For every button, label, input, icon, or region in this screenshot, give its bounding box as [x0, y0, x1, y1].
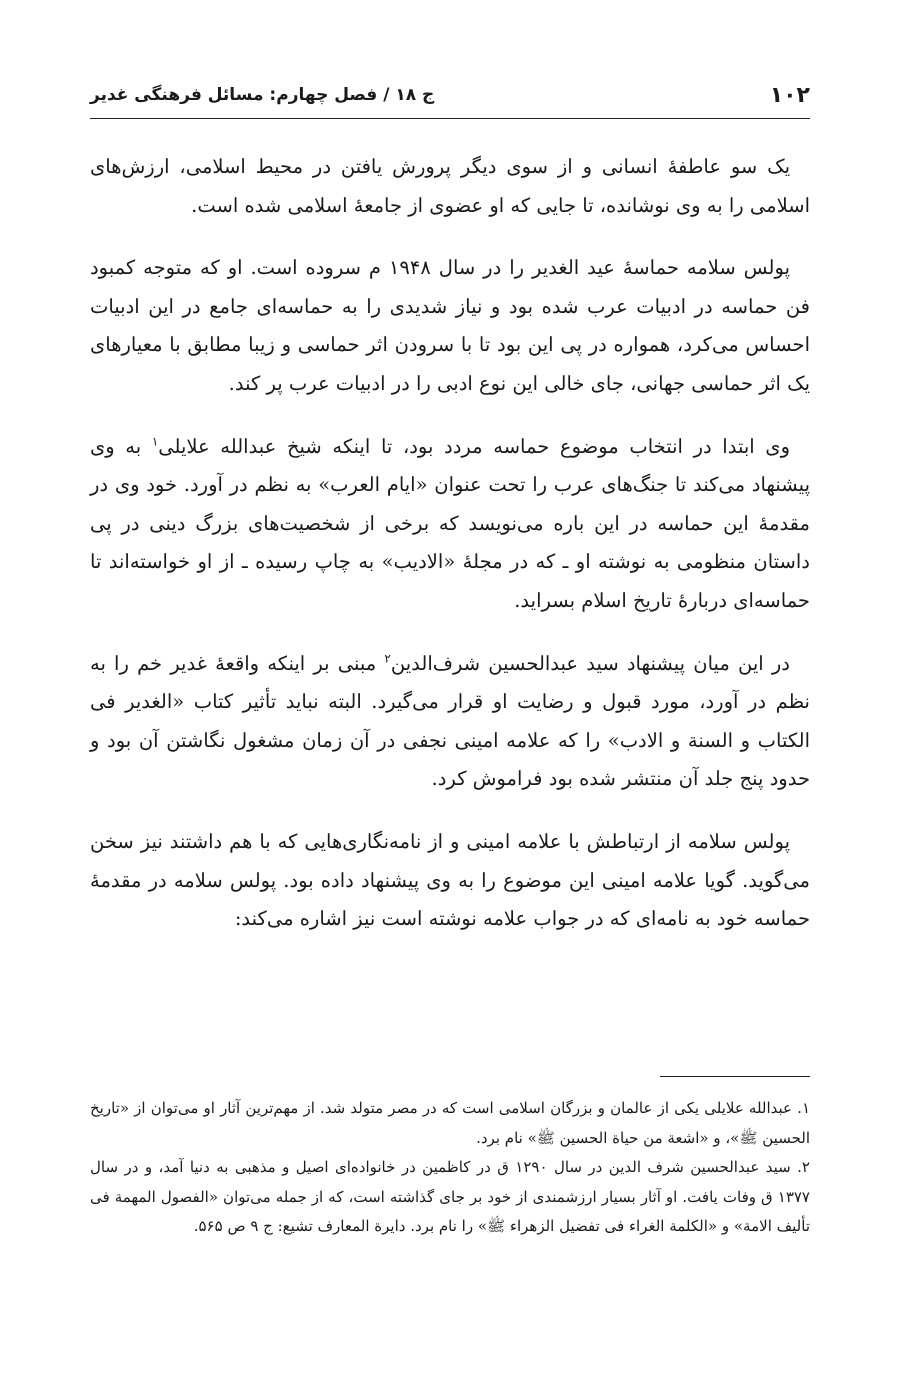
page-number: ۱۰۲ — [769, 82, 810, 108]
header-rule — [90, 118, 810, 119]
book-page — [90, 60, 810, 1350]
footnote: ۲. سید عبدالحسین شرف الدین در سال ۱۲۹۰ ق در کاظمین در خانواده‌ای اصیل و مذهبی به دنیا آمد، و در سال ۱۳۷۷ ق وفات یافت. او آثار بسیار ارزشمندی از خود بر جای گذاشته است، که از جمله می‌توان «الفصول المهمة فی تألیف الامة» و «الکلمة الغراء فی تفضیل الزهراء ﷺ» را نام برد. دایرة المعارف تشیع: ج ۹ ص ۵۶۵. — [90, 1158, 810, 1235]
footnotes — [90, 1094, 810, 1242]
footnote-rule — [660, 1076, 810, 1077]
paragraph-text: مبنی بر اینکه واقعهٔ غدیر خم را به نظم در آورد، مورد قبول و رضایت او قرار می‌گیرد. البته نباید تأثیر کتاب «الغدیر فی الکتاب و السنة و الادب» را که علامه امینی نجفی در آن زمان مشغول نگاشتن آن بود و حدود پنج جلد آن منتشر شده بود فراموش کرد. — [90, 651, 810, 791]
paragraph — [90, 645, 810, 799]
running-header — [90, 78, 810, 112]
footnote-marker: ۲ — [384, 651, 391, 666]
paragraph — [90, 428, 810, 621]
paragraph-text: در این میان پیشنهاد سید عبدالحسین شرف‌الدین — [390, 651, 790, 675]
paragraph: یک سو عاطفهٔ انسانی و از سوی دیگر پرورش یافتن در محیط اسلامی، ارزش‌های اسلامی را به وی نوشانده، تا جایی که او عضوی از جامعهٔ اسلامی شده است. — [90, 155, 810, 217]
body-text — [90, 148, 810, 963]
footnote-marker: ۱ — [151, 434, 159, 449]
running-title: ج ۱۸ / فصل چهارم: مسائل فرهنگی غدیر — [90, 85, 435, 105]
paragraph: پولس سلامه از ارتباطش با علامه امینی و از نامه‌نگاری‌هایی که با هم داشتند نیز سخن می‌گوید. گویا علامه امینی این موضوع را به وی پیشنهاد داده بود. پولس سلامه در مقدمهٔ حماسه خود به نامه‌ای که در جواب علامه نوشته است نیز اشاره می‌کند: — [90, 829, 810, 931]
paragraph: پولس سلامه حماسهٔ عید الغدیر را در سال ۱۹۴۸ م سروده است. او که متوجه کمبود فن حماسه در ادبیات عرب شده بود و نیاز شدیدی را به حماسه‌ای جامع در این ادبیات احساس می‌کرد، همواره در پی این بود تا با سرودن اثر حماسی و زیبا مطابق با معیارهای یک اثر حماسی جهانی، جای خالی این نوع ادبی را در ادبیات عرب پر کند. — [90, 256, 810, 395]
paragraph-text: وی ابتدا در انتخاب موضوع حماسه مردد بود، تا اینکه شیخ عبدالله علایلی — [158, 434, 790, 458]
footnote: ۱. عبدالله علایلی یکی از عالمان و بزرگان اسلامی است که در مصر متولد شد. از مهم‌ترین آثار او می‌توان از «تاریخ الحسین ﷺ»، و «اشعة من حیاة الحسین ﷺ» نام برد. — [90, 1099, 810, 1147]
paragraph-text: به وی پیشنهاد می‌کند تا جنگ‌های عرب را تحت عنوان «ایام العرب» به نظم در آورد. خود وی در مقدمهٔ این حماسه در این باره می‌نویسد که برخی از شخصیت‌های بزرگ دینی در پی داستان منظومی به نوشته او ـ که در مجلهٔ «الادیب» به چاپ رسیده ـ از او خواسته‌اند تا حماسه‌ای دربارهٔ تاریخ اسلام بسراید. — [90, 434, 810, 612]
